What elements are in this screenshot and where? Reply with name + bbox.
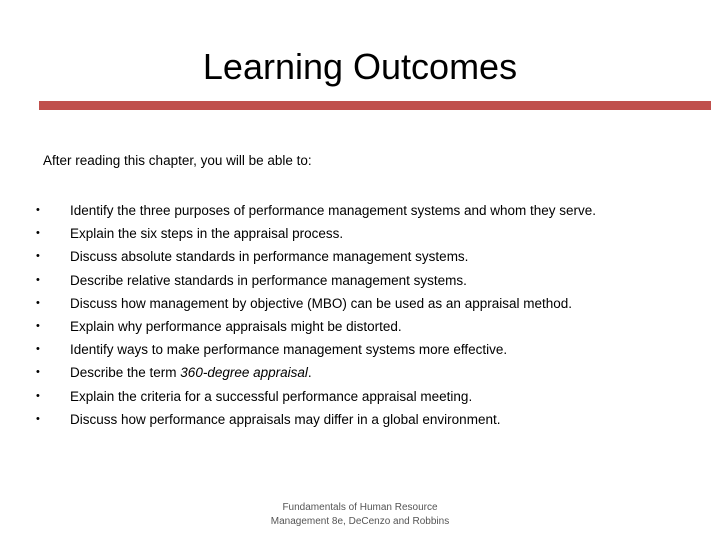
slide-title: Learning Outcomes	[202, 46, 518, 87]
outcome-text: Discuss how performance appraisals may differ in a global environment.	[70, 411, 501, 427]
list-item	[36, 199, 643, 222]
outcome-text: Identify ways to make performance management systems more effective.	[70, 342, 508, 358]
footer-line: Management 8e, DeCenzo and Robbins	[270, 516, 450, 527]
bullet-icon: •	[36, 366, 40, 379]
outcome-text-tail: .	[307, 365, 312, 381]
list-item	[36, 385, 643, 408]
title-divider	[39, 101, 711, 110]
outcome-term: 360-degree appraisal	[180, 365, 308, 381]
outcome-text: Explain why performance appraisals might be distorted.	[70, 319, 402, 335]
bullet-icon: •	[36, 320, 40, 333]
bullet-icon: •	[36, 204, 40, 216]
outcome-text: Identify the three purposes of performance management systems and whom they serve.	[70, 203, 597, 218]
list-item	[36, 315, 643, 338]
outcomes-list	[36, 199, 643, 431]
bullet-icon: •	[36, 227, 40, 240]
bullet-icon: •	[36, 296, 40, 309]
list-item	[36, 245, 643, 268]
outcome-text-lead: Describe the term	[70, 365, 181, 381]
outcome-text: Describe relative standards in performance management systems.	[70, 272, 467, 288]
intro-text: After reading this chapter, you will be able to:	[43, 153, 312, 168]
bullet-icon: •	[36, 389, 40, 402]
list-item	[36, 361, 643, 384]
footer-line: Fundamentals of Human Resource	[282, 502, 438, 513]
list-item	[36, 408, 643, 431]
outcome-text: Discuss how management by objective (MBO) can be used as an appraisal method.	[70, 295, 573, 311]
list-item	[36, 338, 643, 361]
outcome-text: Explain the six steps in the appraisal process.	[70, 226, 344, 242]
list-item	[36, 292, 643, 315]
list-item	[36, 269, 643, 292]
bullet-icon: •	[36, 273, 40, 286]
slide-footer	[240, 501, 480, 529]
outcome-text: Explain the criteria for a successful performance appraisal meeting.	[70, 388, 473, 404]
bullet-icon: •	[36, 412, 40, 425]
list-item	[36, 222, 643, 245]
bullet-icon: •	[36, 250, 40, 263]
bullet-icon: •	[36, 343, 40, 356]
outcome-text: Discuss absolute standards in performance management systems.	[70, 249, 469, 265]
